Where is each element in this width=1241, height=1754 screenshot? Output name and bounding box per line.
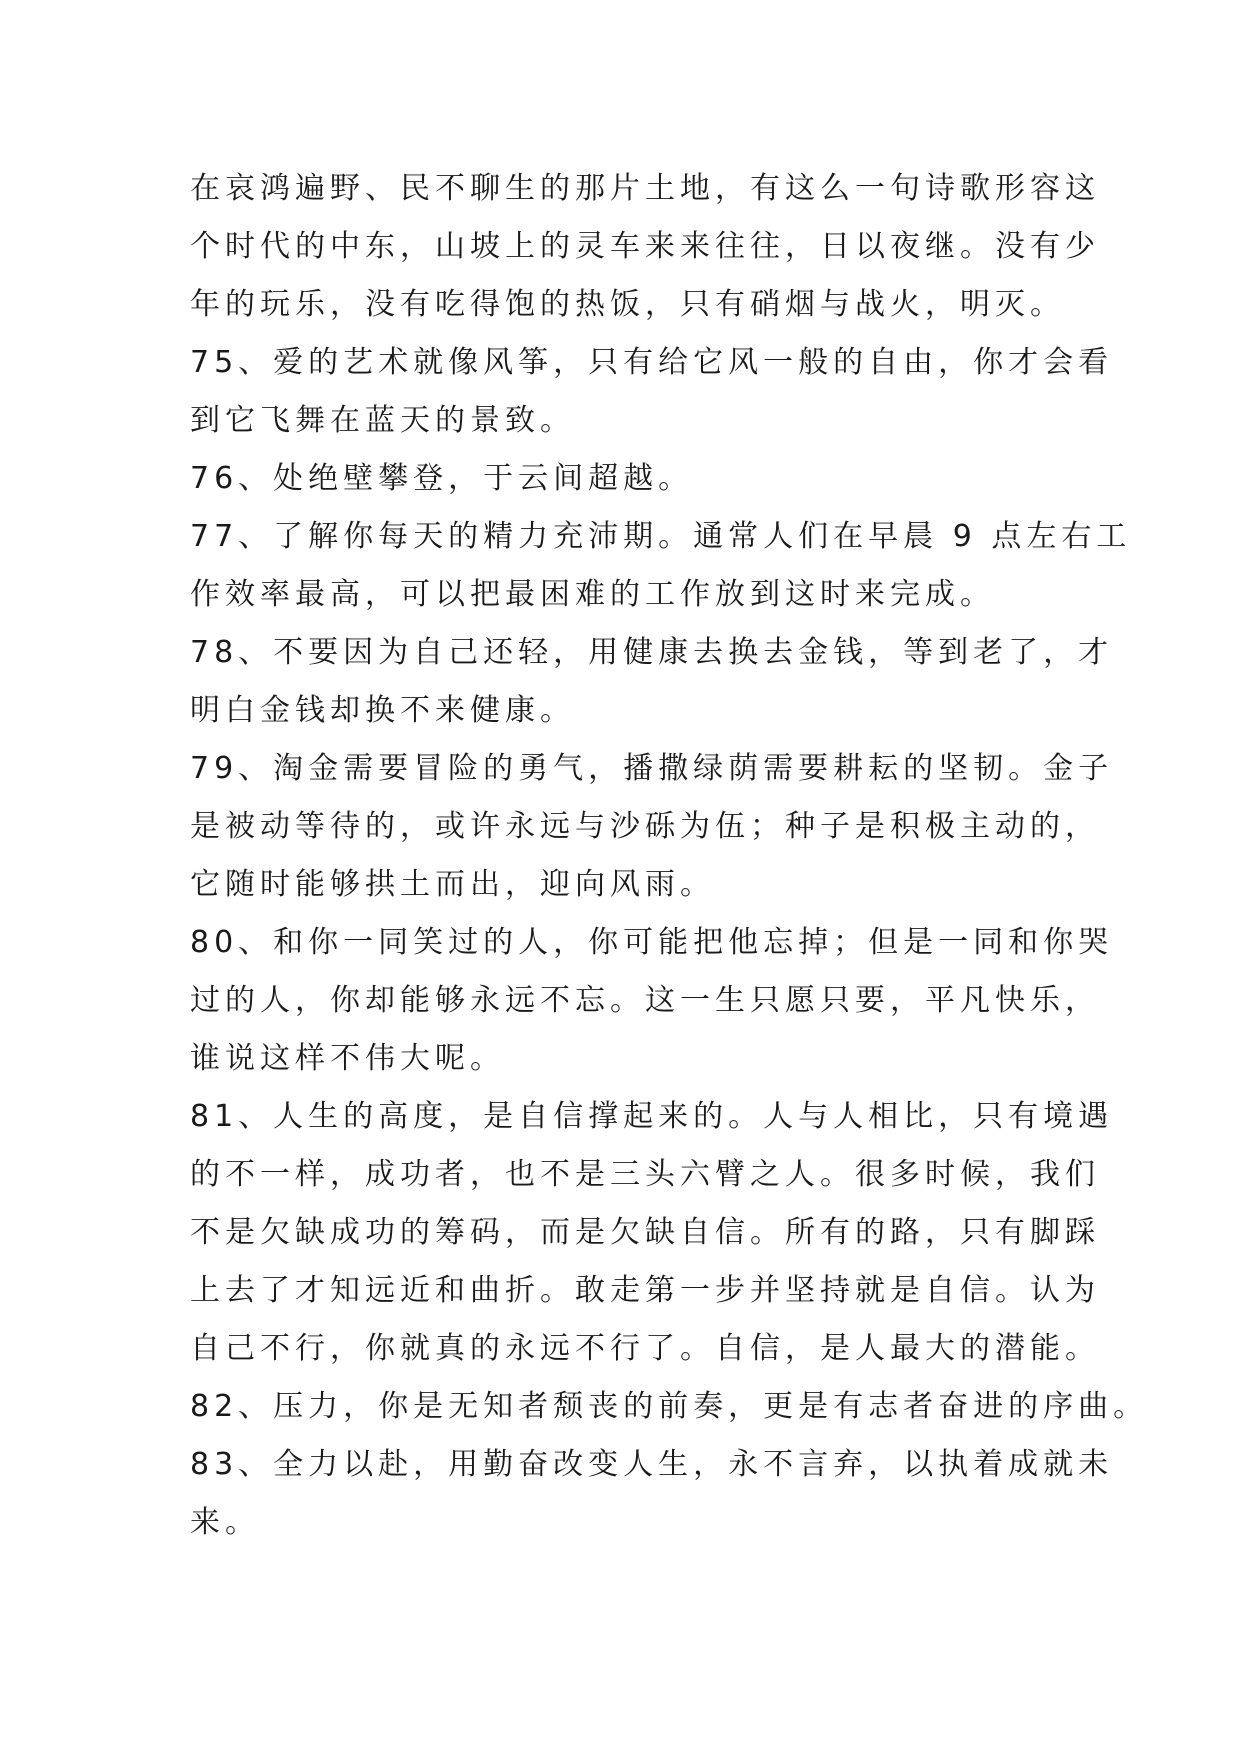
text-line: 是被动等待的，或许永远与沙砾为伍；种子是积极主动的，	[190, 809, 1100, 844]
document-body	[190, 160, 1149, 1552]
text-line: 78、不要因为自己还轻，用健康去换去金钱，等到老了，才	[190, 635, 1114, 670]
text-line: 的不一样，成功者，也不是三头六臂之人。很多时候，我们	[190, 1157, 1100, 1192]
text-line: 79、淘金需要冒险的勇气，播撒绿荫需要耕耘的坚韧。金子	[190, 751, 1114, 786]
text-line: 年的玩乐，没有吃得饱的热饭，只有硝烟与战火，明灭。	[190, 287, 1065, 322]
text-line: 81、人生的高度，是自信撑起来的。人与人相比，只有境遇	[190, 1099, 1114, 1134]
text-line: 过的人，你却能够永远不忘。这一生只愿只要，平凡快乐，	[190, 983, 1100, 1018]
text-line: 自己不行，你就真的永远不行了。自信，是人最大的潜能。	[190, 1331, 1100, 1366]
text-line: 77、了解你每天的精力充沛期。通常人们在早晨 9 点左右工	[190, 519, 1132, 554]
text-line: 作效率最高，可以把最困难的工作放到这时来完成。	[190, 577, 995, 612]
text-line: 在哀鸿遍野、民不聊生的那片土地，有这么一句诗歌形容这	[190, 171, 1100, 206]
text-line: 不是欠缺成功的筹码，而是欠缺自信。所有的路，只有脚踩	[190, 1215, 1100, 1250]
text-line: 到它飞舞在蓝天的景致。	[190, 403, 575, 438]
text-line: 上去了才知远近和曲折。敢走第一步并坚持就是自信。认为	[190, 1273, 1100, 1308]
text-line: 82、压力，你是无知者颓丧的前奏，更是有志者奋进的序曲。	[190, 1389, 1149, 1424]
text-line: 76、处绝壁攀登，于云间超越。	[190, 461, 694, 496]
text-line: 它随时能够拱土而出，迎向风雨。	[190, 867, 715, 902]
text-line: 75、爱的艺术就像风筝，只有给它风一般的自由，你才会看	[190, 345, 1114, 380]
text-line: 谁说这样不伟大呢。	[190, 1041, 505, 1076]
text-line: 80、和你一同笑过的人，你可能把他忘掉；但是一同和你哭	[190, 925, 1114, 960]
text-line: 明白金钱却换不来健康。	[190, 693, 575, 728]
text-line: 83、全力以赴，用勤奋改变人生，永不言弃，以执着成就未	[190, 1447, 1114, 1482]
text-line: 来。	[190, 1505, 260, 1540]
text-line: 个时代的中东，山坡上的灵车来来往往，日以夜继。没有少	[190, 229, 1100, 264]
